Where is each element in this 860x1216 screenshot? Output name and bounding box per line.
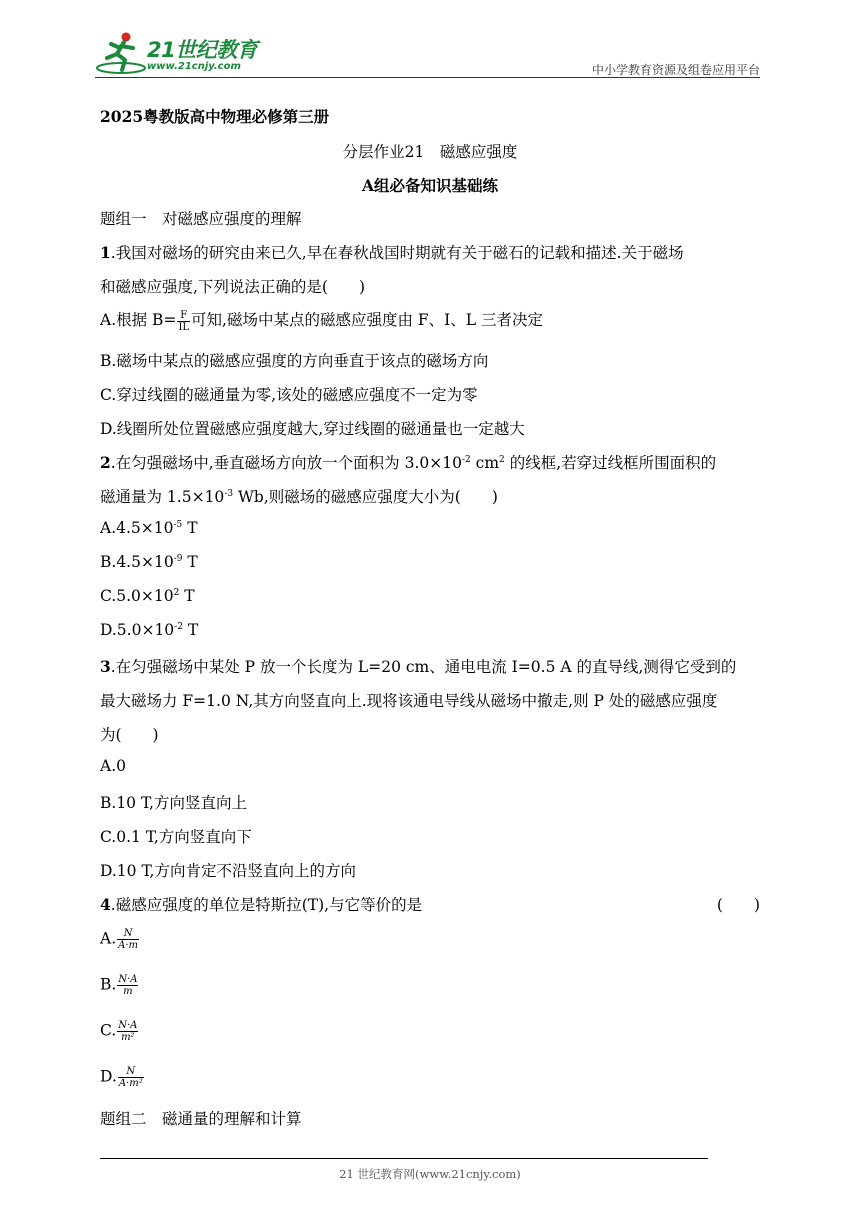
option-label: A. xyxy=(100,929,117,948)
option-base: B.4.5×10 xyxy=(100,553,174,571)
question-4-option-a xyxy=(100,928,140,951)
option-label: C. xyxy=(100,1021,117,1040)
question-2-option-c xyxy=(100,587,195,605)
q2-text-b: cm xyxy=(470,454,500,472)
question-4-stem xyxy=(100,893,760,915)
option-unit: T xyxy=(182,621,199,639)
question-1-stem-line2: 和磁感应强度,下列说法正确的是( ) xyxy=(100,278,366,296)
question-1-option-d: D.线圈所处位置磁感应强度越大,穿过线圈的磁通量也一定越大 xyxy=(100,420,525,438)
fraction-numerator: N·A xyxy=(118,1020,138,1031)
option-base: D.5.0×10 xyxy=(100,621,175,639)
question-2-stem-line1 xyxy=(100,451,716,473)
runner-logo-icon xyxy=(95,30,147,76)
group-heading-1: 题组一 对磁感应强度的理解 xyxy=(100,210,302,228)
logo-brand-text: 21世纪教育 xyxy=(147,38,258,62)
fraction-denominator: m² xyxy=(121,1032,135,1043)
question-4-text: .磁感应强度的单位是特斯拉(T),与它等价的是 xyxy=(110,896,423,914)
question-3-number: 3 xyxy=(100,657,111,676)
question-3-stem-line1 xyxy=(100,655,736,677)
option-label: D. xyxy=(100,1067,117,1086)
question-4-option-d xyxy=(100,1066,145,1089)
question-1-number: 1 xyxy=(100,243,111,262)
question-1-option-a xyxy=(100,308,543,333)
question-1-option-b: B.磁场中某点的磁感应强度的方向垂直于该点的磁场方向 xyxy=(100,352,489,370)
fraction-numerator: F xyxy=(177,310,190,322)
question-4-number: 4 xyxy=(100,895,111,914)
logo-url-text: www.21cnjy.com xyxy=(147,61,241,72)
option-a-prefix: A.根据 B= xyxy=(100,311,177,329)
q2-line2-exponent: -3 xyxy=(224,489,234,499)
option-unit: T xyxy=(179,587,195,605)
fraction-numerator: N·A xyxy=(118,974,138,985)
question-2-number: 2 xyxy=(100,453,111,472)
q2-line2-b: Wb,则磁场的磁感应强度大小为( ) xyxy=(233,488,498,506)
option-base: C.5.0×10 xyxy=(100,587,174,605)
fraction-denominator: A·m xyxy=(118,940,139,951)
section-title: A组必备知识基础练 xyxy=(361,176,499,195)
page-header xyxy=(95,30,760,80)
question-2-option-b xyxy=(100,553,198,571)
unit-fraction xyxy=(118,1066,144,1089)
site-logo xyxy=(95,30,265,76)
q2-exponent-2: 2 xyxy=(499,455,505,465)
question-2-option-d xyxy=(100,621,198,639)
option-unit: T xyxy=(182,553,198,571)
fraction-denominator: IL xyxy=(178,321,190,333)
option-label: B. xyxy=(100,975,117,994)
header-platform-text: 中小学教育资源及组卷应用平台 xyxy=(591,63,760,77)
question-1-option-c: C.穿过线圈的磁通量为零,该处的磁感应强度不一定为零 xyxy=(100,386,478,404)
q2-exponent-1: -2 xyxy=(461,455,471,465)
unit-fraction xyxy=(117,974,138,997)
question-2-stem-line2 xyxy=(100,485,498,507)
option-exponent: -9 xyxy=(173,554,183,564)
answer-paren: ( ) xyxy=(716,896,760,914)
question-3-stem-line3: 为( ) xyxy=(100,726,159,744)
option-exponent: -2 xyxy=(174,622,183,632)
fraction-denominator: m xyxy=(123,986,133,997)
question-4-option-c xyxy=(100,1020,139,1043)
header-divider xyxy=(95,77,760,78)
q2-text-c: 的线框,若穿过线框所围面积的 xyxy=(504,454,717,472)
question-1-text: .我国对磁场的研究由来已久,早在春秋战国时期就有关于磁石的记载和描述.关于磁场 xyxy=(110,244,684,262)
question-2-option-a xyxy=(100,519,198,537)
question-3-stem-line2: 最大磁场力 F=1.0 N,其方向竖直向上.现将该通电导线从磁场中撤走,则 P 处的磁感应强度 xyxy=(100,692,718,710)
fraction-denominator: A·m² xyxy=(118,1078,143,1089)
fraction-numerator: N xyxy=(117,928,139,940)
fraction-numerator: N xyxy=(118,1066,144,1078)
unit-fraction xyxy=(117,1020,138,1043)
question-3-option-a: A.0 xyxy=(100,757,126,775)
question-3-option-c: C.0.1 T,方向竖直向下 xyxy=(100,828,252,846)
assignment-title: 分层作业21 磁感应强度 xyxy=(342,143,518,161)
option-base: A.4.5×10 xyxy=(100,519,174,537)
book-title: 2025粤教版高中物理必修第三册 xyxy=(100,107,330,126)
option-unit: T xyxy=(182,519,198,537)
unit-fraction xyxy=(117,928,139,951)
option-exponent: -5 xyxy=(173,520,183,530)
q2-line2-a: 磁通量为 1.5×10 xyxy=(100,488,225,506)
formula-fraction xyxy=(177,310,190,333)
q2-text-a: .在匀强磁场中,垂直磁场方向放一个面积为 3.0×10 xyxy=(110,454,462,472)
question-3-option-d: D.10 T,方向肯定不沿竖直向上的方向 xyxy=(100,862,356,880)
option-a-suffix: 可知,磁场中某点的磁感应强度由 F、I、L 三者决定 xyxy=(191,311,543,329)
question-3-option-b: B.10 T,方向竖直向上 xyxy=(100,794,247,812)
question-3-text: .在匀强磁场中某处 P 放一个长度为 L=20 cm、通电电流 I=0.5 A 的直导线,测得它受到的 xyxy=(110,658,737,676)
question-4-option-b xyxy=(100,974,139,997)
question-1-stem-line1 xyxy=(100,241,684,263)
group-heading-2: 题组二 磁通量的理解和计算 xyxy=(100,1110,302,1128)
footer-divider xyxy=(100,1158,708,1159)
option-exponent: 2 xyxy=(173,588,180,598)
footer-text: 21 世纪教育网(www.21cnjy.com) xyxy=(339,1167,521,1181)
